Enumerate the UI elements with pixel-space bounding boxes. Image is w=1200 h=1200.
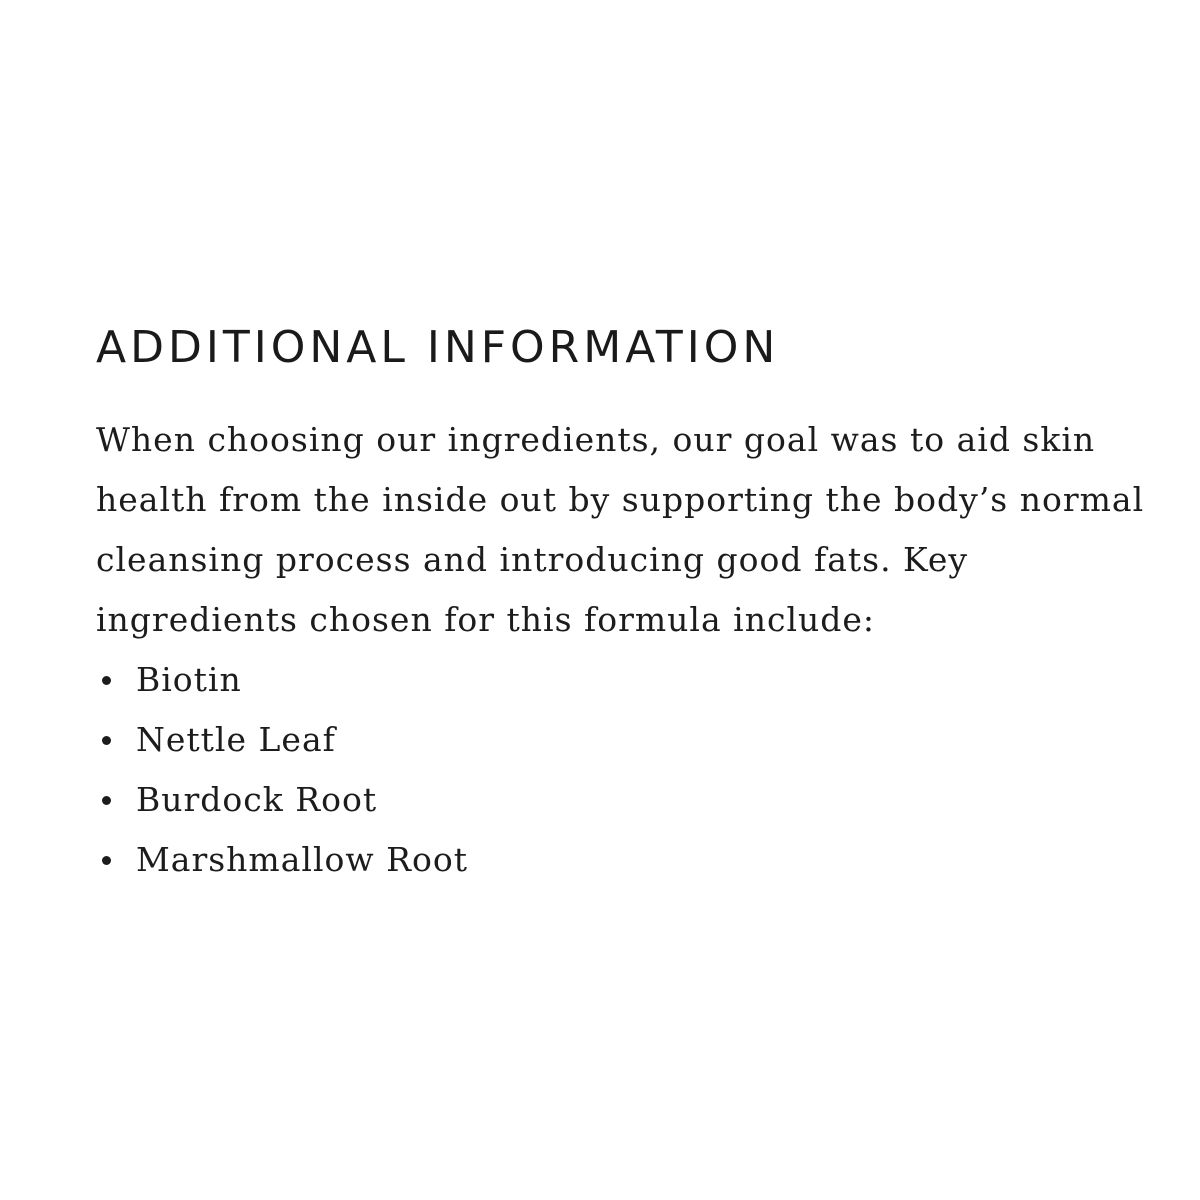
section-heading: ADDITIONAL INFORMATION xyxy=(96,322,780,373)
ingredient-label: Nettle Leaf xyxy=(136,720,336,759)
bullet-icon xyxy=(102,796,111,805)
ingredient-label: Marshmallow Root xyxy=(136,840,468,879)
bullet-icon xyxy=(102,676,111,685)
list-item xyxy=(96,650,1156,710)
ingredient-label: Burdock Root xyxy=(136,780,378,819)
additional-information-section xyxy=(96,322,1156,890)
ingredients-description: When choosing our ingredients, our goal was to aid skin health from the inside out by supporting the body’s normal cleansing process and introducing good fats. Key ingredients chosen for this formula include: xyxy=(96,420,1145,639)
bullet-icon xyxy=(102,736,111,745)
ingredient-label: Biotin xyxy=(136,660,242,699)
list-item xyxy=(96,710,1156,770)
bullet-icon xyxy=(102,856,111,865)
ingredient-list xyxy=(96,650,1156,890)
list-item xyxy=(96,830,1156,890)
list-item xyxy=(96,770,1156,830)
